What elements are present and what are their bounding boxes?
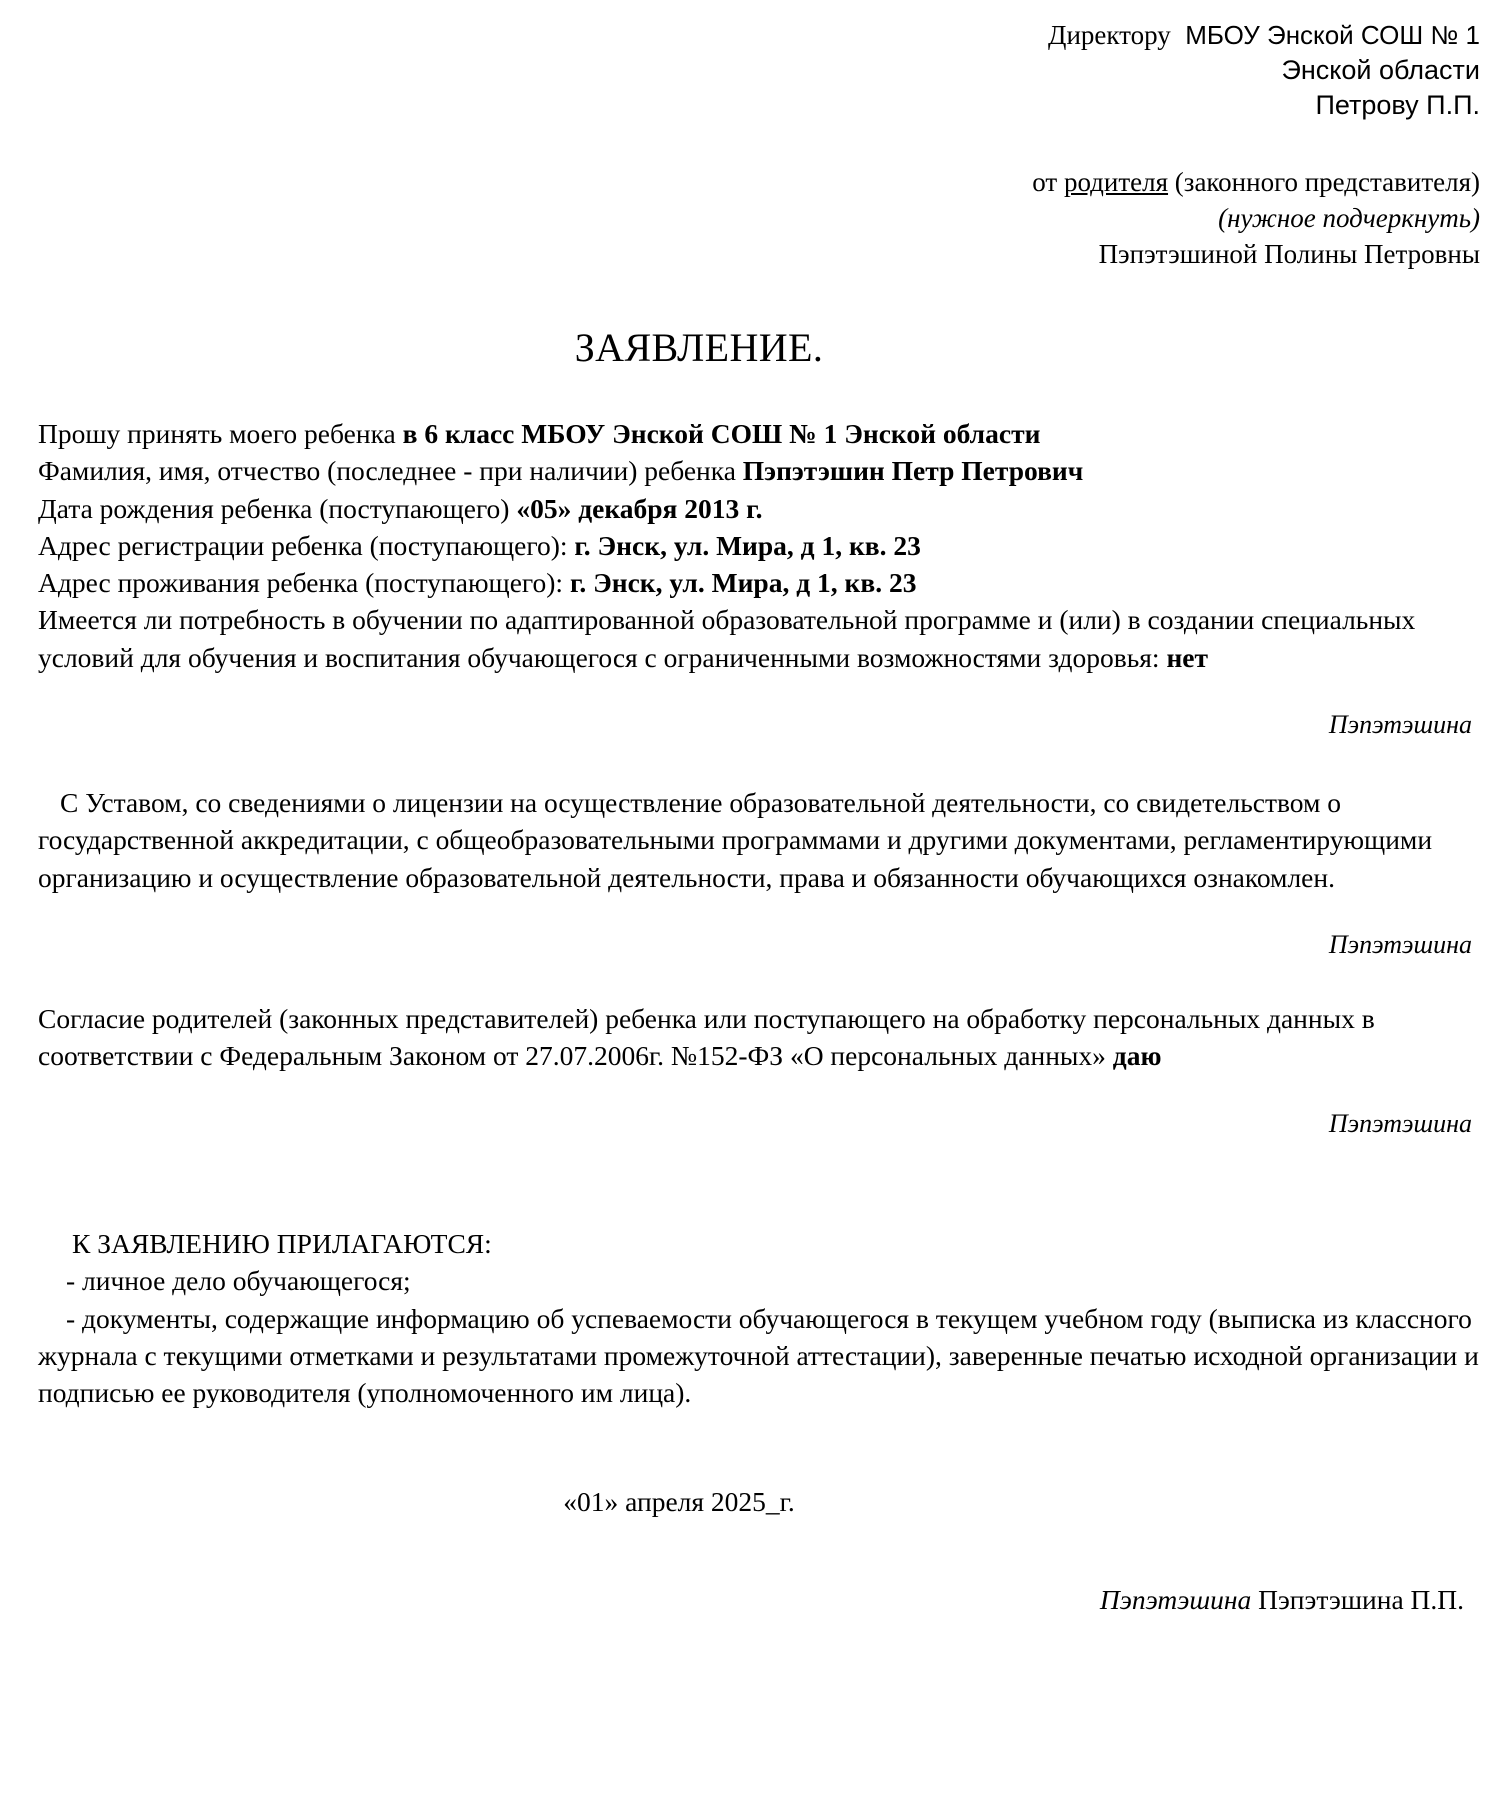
attachment-item-2: - документы, содержащие информацию об успеваемости обучающегося в текущем учебном году (выписка из классного журнала с текущими отметками и результатами промежуточной аттестации), заверенные печатью исходной организации и подписью ее руководителя (уполномоченного им лица). [38, 1302, 1479, 1409]
addressee-block [38, 0, 1480, 123]
request-prefix: Прошу принять моего ребенка [38, 418, 403, 450]
adapted-program-value: нет [1166, 641, 1208, 673]
signature-mark-3: Пэпэтэшина [1328, 1108, 1472, 1138]
acquaintance-paragraph: С Уставом, со сведениями о лицензии на осуществление образовательной деятельности, со свидетельством о государственной аккредитации, с общеобразовательными программами и другими документами, регламентирующими организацию и осуществление образовательной деятельности, права и обязанности обучающихся ознакомлен. [38, 786, 1433, 893]
footer-signature-hand: Пэпэтэшина [1099, 1583, 1252, 1615]
line-adapted-program [38, 601, 1480, 676]
signature-mark-2: Пэпэтэшина [1328, 930, 1472, 960]
applicant-role-prefix: от [1032, 167, 1064, 198]
applicant-full-name: Пэпэтэшиной Полины Петровны [1098, 238, 1480, 269]
footer-signature [38, 1584, 1480, 1616]
line-registration-address [38, 527, 1480, 564]
adapted-program-label: Имеется ли потребность в обучении по адаптированной образовательной программе и (или) в создании специальных условий для обучения и воспитания обучающегося с ограниченными возможностями здоровья: [38, 604, 1416, 673]
request-class-school: в 6 класс МБОУ Энской СОШ № 1 Энской области [402, 418, 1041, 450]
attachments-title: К ЗАЯВЛЕНИЮ ПРИЛАГАЮТСЯ: [72, 1227, 492, 1259]
applicant-role-hint: (нужное подчеркнуть) [1218, 202, 1480, 233]
consent-value: даю [1112, 1040, 1162, 1072]
applicant-role-underlined: родителя [1063, 167, 1169, 198]
child-name-value: Пэпэтэшин Петр Петрович [742, 455, 1084, 487]
signature-mark-1: Пэпэтэшина [1328, 709, 1472, 739]
statement-body [38, 415, 1480, 676]
child-name-label: Фамилия, имя, отчество (последнее - при наличии) ребенка [38, 455, 743, 487]
registration-address-label: Адрес регистрации ребенка (поступающего): [38, 529, 575, 561]
line-request [38, 415, 1480, 452]
line-child-name [38, 452, 1480, 489]
attachments-block [38, 1225, 1480, 1412]
living-address-value: г. Энск, ул. Мира, д 1, кв. 23 [569, 567, 917, 599]
consent-paragraph-text: Согласие родителей (законных представителей) ребенка или поступающего на обработку персональных данных в соответствии с Федеральным Законом от 27.07.2006г. №152-ФЗ «О персональных данных» [38, 1003, 1375, 1072]
applicant-block [38, 165, 1480, 272]
footer-signature-printed: Пэпэтэшина П.П. [1251, 1583, 1464, 1615]
page-title: ЗАЯВЛЕНИЕ. [574, 325, 824, 371]
applicant-role-suffix: (законного представителя) [1168, 167, 1480, 198]
child-birth-label: Дата рождения ребенка (поступающего) [38, 492, 517, 524]
consent-paragraph [38, 1000, 1480, 1075]
addressee-prefix: Директору [1048, 20, 1171, 50]
line-living-address [38, 564, 1480, 601]
applicant-role-line [38, 165, 1480, 201]
line-child-birth [38, 490, 1480, 527]
registration-address-value: г. Энск, ул. Мира, д 1, кв. 23 [574, 529, 921, 561]
addressee-region: Энской области [1281, 55, 1480, 86]
addressee-director-name: Петрову П.П. [1315, 90, 1480, 121]
living-address-label: Адрес проживания ребенка (поступающего): [38, 567, 570, 599]
date-line: «01» апреля 2025_г. [563, 1485, 795, 1517]
attachment-item-1: - личное дело обучающегося; [66, 1265, 411, 1297]
child-birth-value: «05» декабря 2013 г. [516, 492, 763, 524]
document-content [38, 0, 1480, 1616]
addressee-line-school [38, 18, 1480, 53]
addressee-school: МБОУ Энской СОШ № 1 [1185, 20, 1480, 50]
